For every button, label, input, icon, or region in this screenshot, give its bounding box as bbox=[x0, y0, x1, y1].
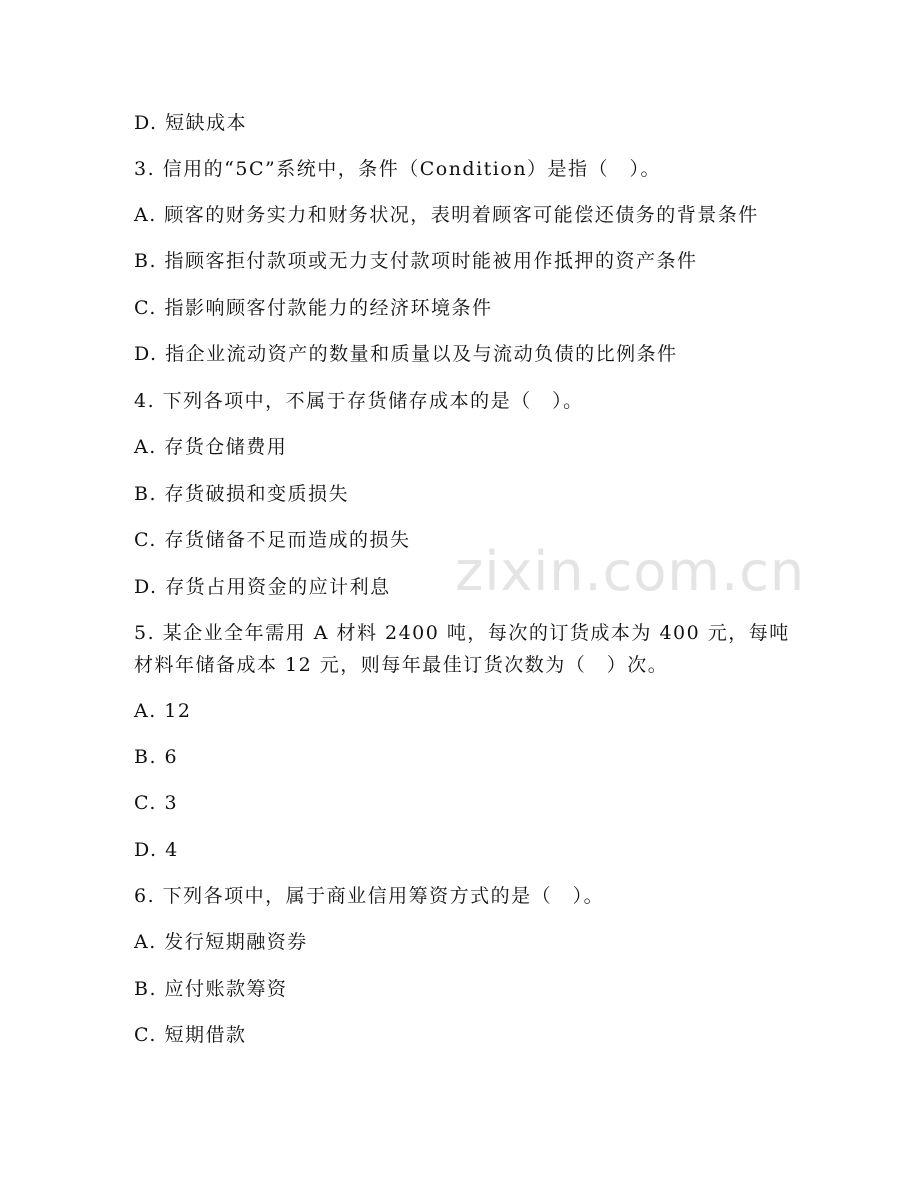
option-line: A. 发行短期融资券 bbox=[134, 931, 308, 953]
watermark: zixin.com.cn bbox=[455, 540, 806, 603]
option-line: A. 12 bbox=[134, 700, 192, 722]
option-line: B. 存货破损和变质损失 bbox=[134, 483, 350, 505]
option-line: A. 存货仓储费用 bbox=[134, 436, 288, 458]
option-line: D. 存货占用资金的应计利息 bbox=[134, 576, 391, 598]
option-line: C. 短期借款 bbox=[134, 1024, 247, 1046]
question-line: 3. 信用的“5C”系统中，条件（Condition）是指（ ）。 bbox=[134, 158, 662, 180]
option-line: B. 应付账款筹资 bbox=[134, 978, 288, 1000]
option-line: A. 顾客的财务实力和财务状况，表明着顾客可能偿还债务的背景条件 bbox=[134, 204, 759, 226]
option-line: D. 4 bbox=[134, 839, 179, 861]
question-line: 4. 下列各项中，不属于存货储存成本的是（ ）。 bbox=[134, 390, 584, 412]
option-line: C. 3 bbox=[134, 792, 179, 814]
option-line: C. 存货储备不足而造成的损失 bbox=[134, 529, 411, 551]
option-line: B. 指顾客拒付款项或无力支付款项时能被用作抵押的资产条件 bbox=[134, 250, 698, 272]
option-line: C. 指影响顾客付款能力的经济环境条件 bbox=[134, 297, 493, 319]
option-line: D. 指企业流动资产的数量和质量以及与流动负债的比例条件 bbox=[134, 343, 678, 365]
option-line: B. 6 bbox=[134, 746, 179, 768]
question-line: 6. 下列各项中，属于商业信用筹资方式的是（ ）。 bbox=[134, 885, 605, 907]
option-line: D. 短缺成本 bbox=[134, 112, 248, 134]
question-line-continued: 材料年储备成本 12 元，则每年最佳订货次数为（ ）次。 bbox=[134, 654, 669, 676]
question-line: 5. 某企业全年需用 A 材料 2400 吨，每次的订货成本为 400 元，每吨 bbox=[134, 622, 790, 644]
